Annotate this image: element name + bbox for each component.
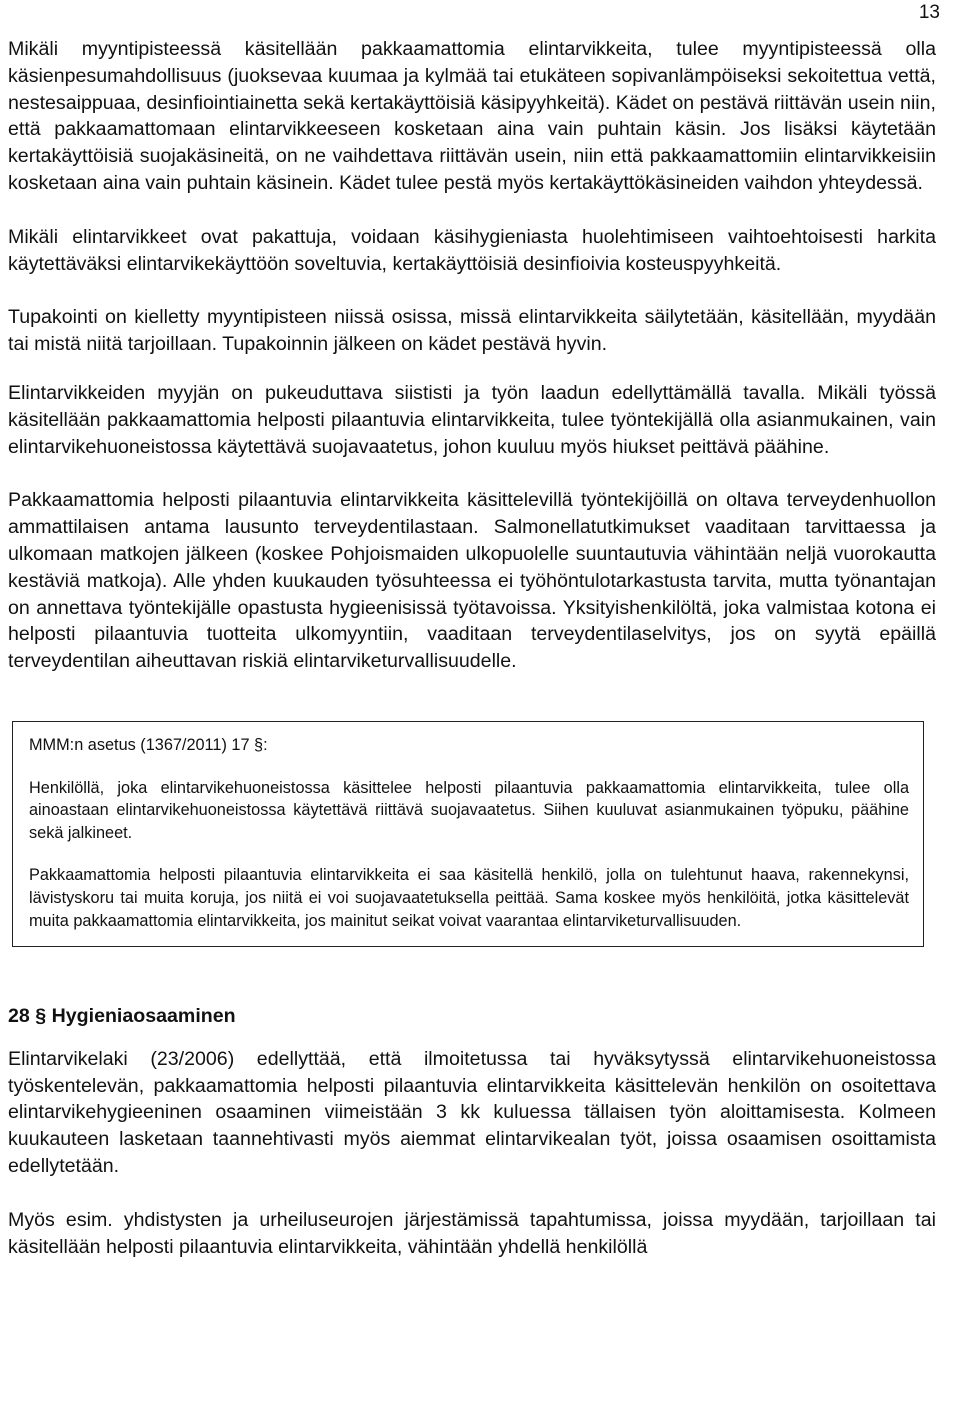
paragraph-health-statement: Pakkaamattomia helposti pilaantuvia elintarvikkeita käsittelevillä työntekijöillä on oltava terveydenhuollon ammattilaisen antama lausunto terveydentilastaan. Salmonellatutkimukset vaaditaan tarvittaessa ja ulkomaan matkojen jälkeen (koskee Pohjoismaiden ulkopuolelle suuntautuvia vähintään neljä vuorokautta kestäviä matkoja). Alle yhden kuukauden työsuhteessa ei työhöntulotarkastusta tarvita, mutta työnantajan on annettava työntekijälle opastusta hygieenisissä työtavoissa. Yksityishenkilöltä, joka valmistaa kotona ei helposti pilaantuvia tuotteita ulkomyyntiin, vaaditaan terveydentilaselvitys, jos on syytä epäillä terveydentilan aiheuttavan riskiä elintarviketurvallisuudelle. [8, 489, 936, 673]
paragraph-smoking: Tupakointi on kielletty myyntipisteen niissä osissa, missä elintarvikkeita säilytetään, käsitellään, myydään tai mistä niitä tarjoillaan. Tupakoinnin jälkeen on kädet pestävä hyvin. [8, 306, 936, 356]
paragraph-events: Myös esim. yhdistysten ja urheiluseurojen järjestämissä tapahtumissa, joissa myydään, tarjoillaan tai käsitellään helposti pilaantuvia elintarvikkeita, vähintään yhdellä henkilöllä [8, 1208, 936, 1258]
paragraph-disinfectant-wipes: Mikäli elintarvikkeet ovat pakattuja, voidaan käsihygieniasta huolehtimiseen vaihtoehtoisesti harkita käytettäväksi elintarvikekäyttöön soveltuvia, kertakäyttöisiä desinfioivia kosteuspyyhkeitä. [8, 225, 936, 275]
paragraph-hygiene-competence: Elintarvikelaki (23/2006) edellyttää, että ilmoitetussa tai hyväksytyssä elintarvikehuoneistossa työskentelevän, pakkaamattomia helposti pilaantuvia elintarvikkeita käsittelevän henkilön on osoitettava elintarvikehygieeninen osaaminen viimeistään 3 kk kuluessa tällaisen työn aloittamisesta. Kolmeen kuukauteen lasketaan taannehtivasti myös aiemmat elintarvikealan työt, joissa osaamisen osoittamista edellytetään. [8, 1047, 936, 1178]
section-symbol: § [35, 1005, 47, 1028]
legal-excerpt-paragraph: Henkilöllä, joka elintarvikehuoneistossa käsittelee helposti pilaantuvia pakkaamattomia elintarvikkeita, tulee olla ainoastaan elintarvikehuoneistossa käytettävä riittävä suojavaatetus. Siihen kuuluvat asianmukainen työpuku, päähine sekä jalkineet. [29, 778, 909, 842]
section-number: 28 [8, 1005, 30, 1028]
document-body [8, 36, 936, 1260]
section-title: Hygieniaosaaminen [51, 1005, 236, 1028]
legal-excerpt-paragraph: Pakkaamattomia helposti pilaantuvia elintarvikkeita ei saa käsitellä henkilö, jolla on tulehtunut haava, rakennekynsi, lävistyskoru tai muita koruja, jos niitä ei voi suojavaatetuksella peittää. Sama koskee myös henkilöitä, jotka käsittelevät muita pakkaamattomia elintarvikkeita, jos mainitut seikat voivat vaarantaa elintarviketurvallisuuden. [29, 866, 909, 930]
legal-excerpt-title: MMM:n asetus (1367/2011) 17 §: [29, 735, 268, 754]
page-number: 13 [918, 2, 940, 23]
paragraph-clothing: Elintarvikkeiden myyjän on pukeuduttava siististi ja työn laadun edellyttämällä tavalla. Mikäli työssä käsitellään pakkaamattomia helposti pilaantuvia elintarvikkeita, tulee työntekijällä olla asianmukainen, vain elintarvikehuoneistossa käytettävä suojavaatetus, johon kuuluu myös hiukset peittävä päähine. [8, 381, 936, 458]
section-heading [8, 1003, 936, 1030]
paragraph-hand-washing: Mikäli myyntipisteessä käsitellään pakkaamattomia elintarvikkeita, tulee myyntipisteessä olla käsienpesumahdollisuus (juoksevaa kuumaa ja kylmää tai etukäteen sopivanlämpöiseksi sekoitettua vettä, nestesaippuaa, desinfiointiainetta sekä kertakäyttöisiä käsipyyhkeitä). Kädet on pestävä riittävän usein niin, että pakkaamattomaan elintarvikkeeseen kosketaan aina vain puhtain käsin. Jos lisäksi käytetään kertakäyttöisiä suojakäsineitä, on ne vaihdettava riittävän usein, niin että pakkaamattomiin elintarvikkeisiin kosketaan aina vain puhtain käsinein. Kädet tulee pestä myös kertakäyttökäsineiden vaihdon yhteydessä. [8, 38, 936, 194]
legal-excerpt-box [12, 721, 924, 947]
